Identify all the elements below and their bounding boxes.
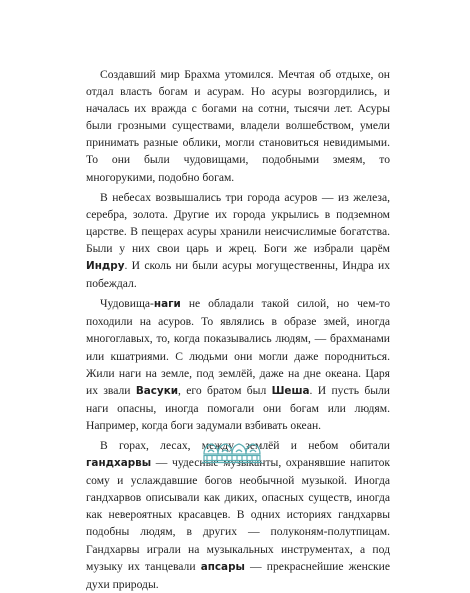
text-run: . И пусть были наги опасны, иногда помогали они богам или людям. Например, когда боги задумали взбивать океан. xyxy=(86,383,391,432)
paragraph xyxy=(86,189,390,293)
highlighted-term: гандхарвы xyxy=(86,457,152,470)
text-run: В горах, лесах, между землёй и небом обитали xyxy=(100,438,390,452)
paragraph xyxy=(86,66,390,186)
ornamental-divider-icon xyxy=(198,441,266,465)
text-run: не обладали такой силой, но чем-то походили на асуров. То являлись в образе змей, иногда многоглавых, то, когда показывались людям, — брахманами или кшатриями. С людьми они могли даже породниться. Жили наги на земле, под землёй, даже на дне океана. Царя их звали xyxy=(86,297,390,397)
highlighted-term: Шеша xyxy=(271,384,310,397)
text-run: — прекраснейшие женские духи природы. xyxy=(86,559,390,591)
text-run: Создавший мир Брахма утомился. Мечтая об отдыхе, он отдал власть богам и асурам. Но асуры возгордились, и началась их вражда с богами на сотни, тысячи лет. Асуры были грозными существами, владели волшебством, умели принимать разные облики, могли становиться невидимыми. То они были чудовищами, подобными змеям, то многорукими, подобно богам. xyxy=(86,68,390,184)
highlighted-term: Индру xyxy=(86,260,125,273)
highlighted-term: наги xyxy=(153,298,181,311)
text-run: , его братом был xyxy=(178,383,272,397)
paragraph xyxy=(86,295,390,434)
text-run: Чудовища- xyxy=(100,297,154,311)
highlighted-term: Васуки xyxy=(135,384,179,397)
text-run: — чудесные музыканты, охранявшие напиток сому и услаждавшие богов необычной музыкой. Иногда гандхарвов описывали как диких, опасных существ, иногда как невероятных красавцев. В одних историях гандхарвы подобны людям, в других — полуконям-полутпицам. Гандхарвы играли на музыкальных инструментах, а под музыку их танцевали xyxy=(86,456,390,573)
body-text xyxy=(86,66,390,593)
text-run: . И сколь ни были асуры могущественны, Индра их побеждал. xyxy=(86,259,390,291)
highlighted-term: апсары xyxy=(200,560,245,573)
text-run: В небесах возвышались три города асуров — из железа, серебра, золота. Другие их города укрылись в подземном царстве. В пещерах асуры хранили неисчислимые богатства. Были у них свои царь и жрец. Боги же избрали царём xyxy=(86,190,390,255)
